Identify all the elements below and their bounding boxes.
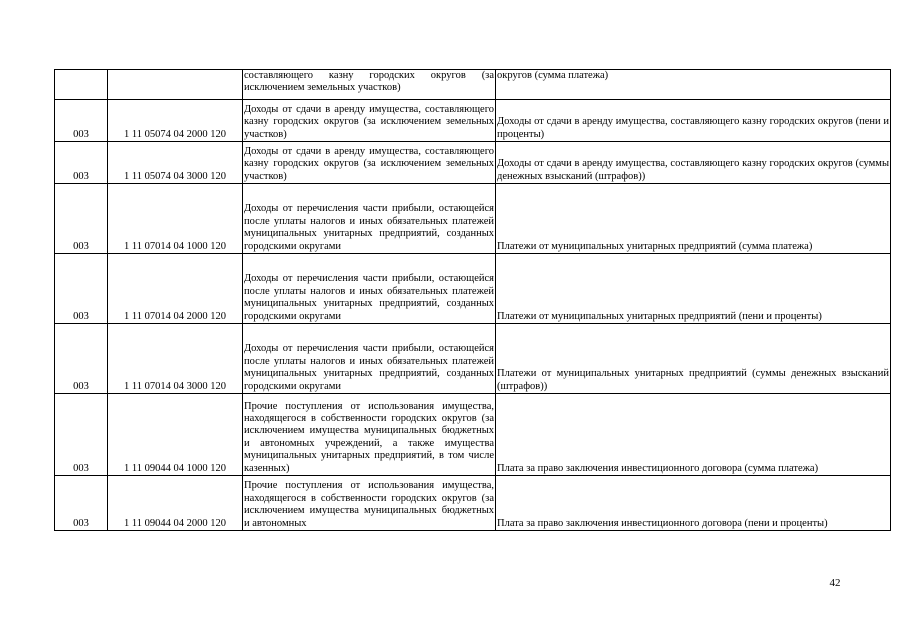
table-row [55, 70, 891, 100]
revenue-description-cell: округов (сумма платежа) [496, 70, 891, 100]
budget-code-cell: 1 11 09044 04 2000 120 [108, 476, 243, 531]
revenue-description-cell: Доходы от сдачи в аренду имущества, составляющего казну городских округов (суммы денежных взысканий (штрафов)) [496, 142, 891, 184]
revenue-name-cell: Доходы от сдачи в аренду имущества, составляющего казну городских округов (за исключением земельных участков) [243, 100, 496, 142]
table-row [55, 476, 891, 531]
revenue-description-cell: Платежи от муниципальных унитарных предприятий (суммы денежных взысканий (штрафов)) [496, 324, 891, 394]
table-row [55, 394, 891, 476]
revenue-name-cell: Прочие поступления от использования имущества, находящегося в собственности городских округов (за исключением имущества муниципальных бюджетных и автономных учреждений, а также имущества муниципальных унитарных предприятий, в том числе казенных) [243, 394, 496, 476]
table-row [55, 100, 891, 142]
admin-code-cell: 003 [55, 184, 108, 254]
admin-code-cell: 003 [55, 100, 108, 142]
table-row [55, 142, 891, 184]
budget-code-cell: 1 11 09044 04 1000 120 [108, 394, 243, 476]
admin-code-cell: 003 [55, 324, 108, 394]
table-row [55, 324, 891, 394]
admin-code-cell: 003 [55, 394, 108, 476]
admin-code-cell: 003 [55, 254, 108, 324]
revenue-codes-table [54, 69, 891, 531]
revenue-name-cell: Доходы от перечисления части прибыли, остающейся после уплаты налогов и иных обязательных платежей муниципальных унитарных предприятий, созданных городскими округами [243, 254, 496, 324]
revenue-name-cell: Доходы от перечисления части прибыли, остающейся после уплаты налогов и иных обязательных платежей муниципальных унитарных предприятий, созданных городскими округами [243, 184, 496, 254]
budget-code-cell [108, 70, 243, 100]
table-row [55, 254, 891, 324]
revenue-name-cell: Доходы от сдачи в аренду имущества, составляющего казну городских округов (за исключением земельных участков) [243, 142, 496, 184]
admin-code-cell [55, 70, 108, 100]
table-row [55, 184, 891, 254]
budget-code-cell: 1 11 07014 04 3000 120 [108, 324, 243, 394]
revenue-name-cell: Доходы от перечисления части прибыли, остающейся после уплаты налогов и иных обязательных платежей муниципальных унитарных предприятий, созданных городскими округами [243, 324, 496, 394]
revenue-description-cell: Платежи от муниципальных унитарных предприятий (сумма платежа) [496, 184, 891, 254]
admin-code-cell: 003 [55, 142, 108, 184]
budget-code-cell: 1 11 07014 04 2000 120 [108, 254, 243, 324]
admin-code-cell: 003 [55, 476, 108, 531]
revenue-name-cell: Прочие поступления от использования имущества, находящегося в собственности городских округов (за исключением имущества муниципальных бюджетных и автономных [243, 476, 496, 531]
budget-code-cell: 1 11 05074 04 3000 120 [108, 142, 243, 184]
revenue-description-cell: Плата за право заключения инвестиционного договора (пени и проценты) [496, 476, 891, 531]
revenue-name-cell: составляющего казну городских округов (за исключением земельных участков) [243, 70, 496, 100]
budget-code-cell: 1 11 07014 04 1000 120 [108, 184, 243, 254]
budget-code-cell: 1 11 05074 04 2000 120 [108, 100, 243, 142]
page-number: 42 [829, 577, 841, 589]
revenue-description-cell: Платежи от муниципальных унитарных предприятий (пени и проценты) [496, 254, 891, 324]
revenue-description-cell: Плата за право заключения инвестиционного договора (сумма платежа) [496, 394, 891, 476]
revenue-description-cell: Доходы от сдачи в аренду имущества, составляющего казну городских округов (пени и проценты) [496, 100, 891, 142]
